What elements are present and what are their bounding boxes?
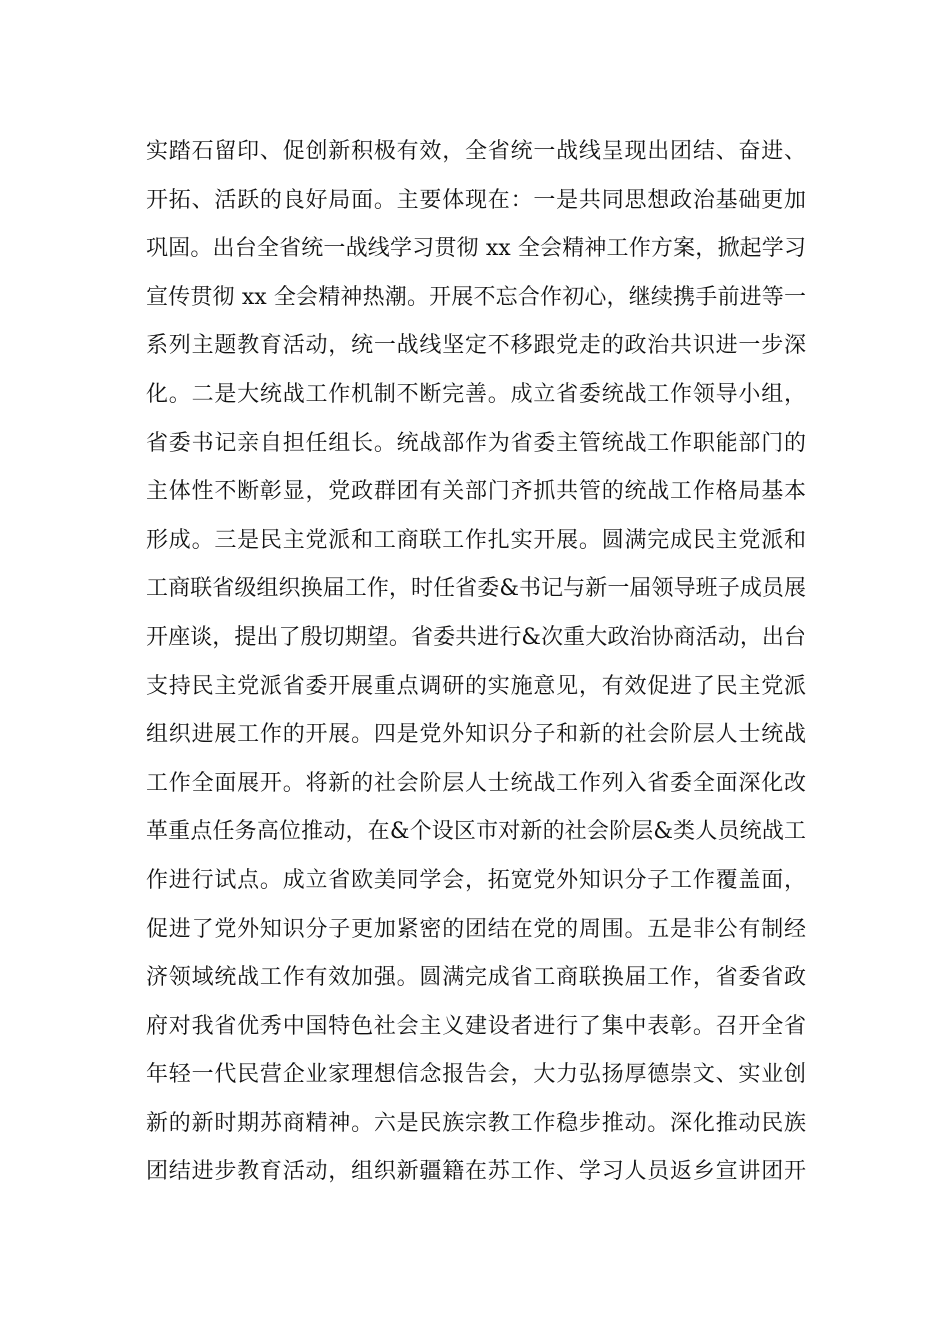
- text-line: 促进了党外知识分子更加紧密的团结在党的周围。五是非公有制经: [146, 916, 806, 942]
- text-line: 工商联省级组织换届工作，时任省委&书记与新一届领导班子成员展: [146, 576, 806, 602]
- text-line: 开座谈，提出了殷切期望。省委共进行&次重大政治协商活动，出台: [146, 624, 806, 650]
- text-line: 宣传贯彻 xx 全会精神热潮。开展不忘合作初心，继续携手前进等一: [146, 284, 806, 310]
- text-line: 府对我省优秀中国特色社会主义建设者进行了集中表彰。召开全省: [146, 1013, 806, 1039]
- text-line: 作进行试点。成立省欧美同学会，拓宽党外知识分子工作覆盖面，: [146, 867, 806, 893]
- text-line: 化。二是大统战工作机制不断完善。成立省委统战工作领导小组，: [146, 381, 806, 407]
- text-line: 开拓、活跃的良好局面。主要体现在：一是共同思想政治基础更加: [146, 187, 806, 213]
- text-line: 组织进展工作的开展。四是党外知识分子和新的社会阶层人士统战: [146, 722, 806, 748]
- text-line: 系列主题教育活动，统一战线坚定不移跟党走的政治共识进一步深: [146, 333, 806, 359]
- text-line: 济领域统战工作有效加强。圆满完成省工商联换届工作，省委省政: [146, 965, 806, 991]
- text-line: 省委书记亲自担任组长。统战部作为省委主管统战工作职能部门的: [146, 430, 806, 456]
- text-line: 巩固。出台全省统一战线学习贯彻 xx 全会精神工作方案，掀起学习: [146, 236, 806, 262]
- text-line: 工作全面展开。将新的社会阶层人士统战工作列入省委全面深化改: [146, 770, 806, 796]
- text-line: 支持民主党派省委开展重点调研的实施意见，有效促进了民主党派: [146, 673, 806, 699]
- text-line: 革重点任务高位推动，在&个设区市对新的社会阶层&类人员统战工: [146, 819, 806, 845]
- text-line: 实踏石留印、促创新积极有效，全省统一战线呈现出团结、奋进、: [146, 139, 806, 164]
- text-line: 团结进步教育活动，组织新疆籍在苏工作、学习人员返乡宣讲团开: [146, 1159, 806, 1185]
- text-line: 年轻一代民营企业家理想信念报告会，大力弘扬厚德崇文、实业创: [146, 1062, 806, 1088]
- text-line: 新的新时期苏商精神。六是民族宗教工作稳步推动。深化推动民族: [146, 1110, 806, 1136]
- body-paragraph: [146, 128, 806, 1197]
- text-line: 主体性不断彰显，党政群团有关部门齐抓共管的统战工作格局基本: [146, 479, 806, 505]
- text-line: 形成。三是民主党派和工商联工作扎实开展。圆满完成民主党派和: [146, 527, 806, 553]
